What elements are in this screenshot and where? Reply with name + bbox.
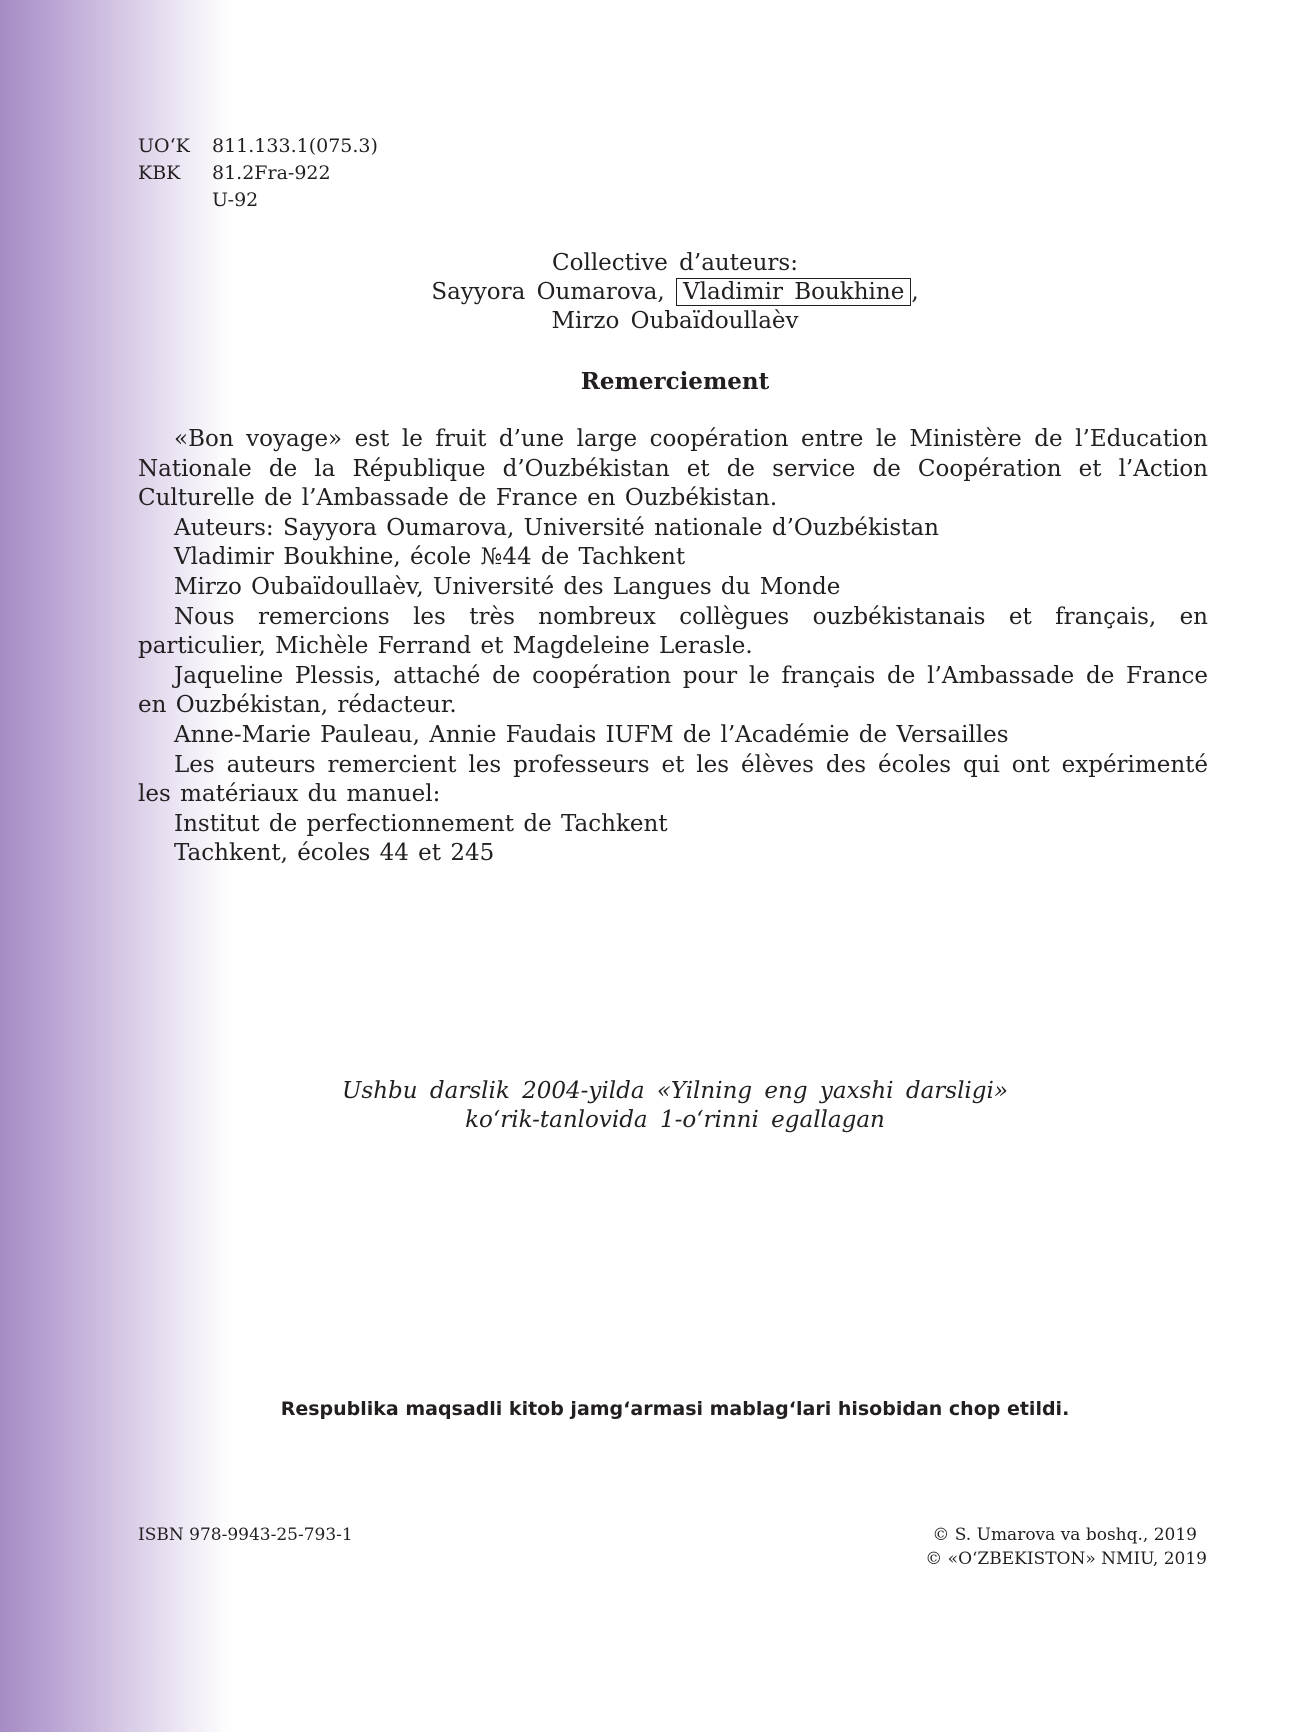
paragraph: Vladimir Boukhine, école №44 de Tachkent	[174, 544, 686, 571]
catalog-value: 811.133.1(075.3)	[212, 135, 378, 157]
paragraph: Les auteurs remercient les professeurs et les élèves des écoles qui ont expérimenté les matériaux du manuel:	[138, 751, 1208, 808]
isbn: ISBN 978-9943-25-793-1	[138, 1525, 353, 1545]
paragraph: Anne-Marie Pauleau, Annie Faudais IUFM de l’Académie de Versailles	[174, 721, 1009, 748]
author-name-boxed: Vladimir Boukhine	[676, 278, 911, 306]
paragraph: Jaqueline Plessis, attaché de coopération pour le français de l’Ambassade de France en Ouzbékistan, rédacteur.	[138, 662, 1208, 719]
award-line-1: Ushbu darslik 2004-yilda «Yilning eng yaxshi darsligi»	[342, 1078, 1008, 1104]
paragraph: Tachkent, écoles 44 et 245	[174, 840, 495, 867]
catalog-key: UO‘K	[138, 135, 190, 157]
catalog-value: U-92	[212, 189, 259, 211]
section-title: Remerciement	[580, 368, 770, 395]
paragraph: Institut de perfectionnement de Tachkent	[174, 810, 668, 837]
catalog-codes	[138, 133, 378, 214]
authors-heading: Collective d’auteurs:	[552, 250, 798, 276]
award-line-2: ko‘rik-tanlovida 1-o‘rinni egallagan	[465, 1107, 885, 1133]
authors-line-2	[380, 278, 970, 307]
catalog-row-kbk	[138, 160, 378, 187]
catalog-key: KBK	[138, 162, 181, 184]
catalog-row-author-mark	[138, 187, 378, 214]
copyright-block	[850, 1523, 1207, 1571]
catalog-value: 81.2Fra-922	[212, 162, 331, 184]
catalog-key	[138, 187, 212, 214]
funding-note: Respublika maqsadli kitob jamg‘armasi mablag‘lari hisobidan chop etildi.	[280, 1398, 1070, 1420]
copyright-line: © «O‘ZBEKISTON» NMIU, 2019	[925, 1549, 1207, 1569]
paragraph: «Bon voyage» est le fruit d’une large coopération entre le Ministère de l’Education Nationale de la République d’Ouzbékistan et de service de Coopération et l’Action Culturelle de l’Ambassade de France en Ouzbékistan.	[138, 426, 1208, 512]
catalog-row-udk	[138, 133, 378, 160]
author-name: Sayyora Oumarova,	[431, 279, 677, 305]
authors-line-3: Mirzo Oubaïdoullaèv	[551, 308, 799, 334]
acknowledgement-text	[138, 425, 1208, 869]
paragraph: Nous remercions les très nombreux collègues ouzbékistanais et français, en particulier, Michèle Ferrand et Magdeleine Lerasle.	[138, 603, 1208, 660]
paragraph: Auteurs: Sayyora Oumarova, Université nationale d’Ouzbékistan	[174, 514, 939, 541]
authors-block	[380, 249, 970, 336]
copyright-line: © S. Umarova va boshq., 2019	[932, 1525, 1197, 1545]
paragraph: Mirzo Oubaïdoullaèv, Université des Langues du Monde	[174, 573, 841, 600]
author-separator: ,	[911, 279, 919, 305]
award-note	[250, 1077, 1100, 1135]
